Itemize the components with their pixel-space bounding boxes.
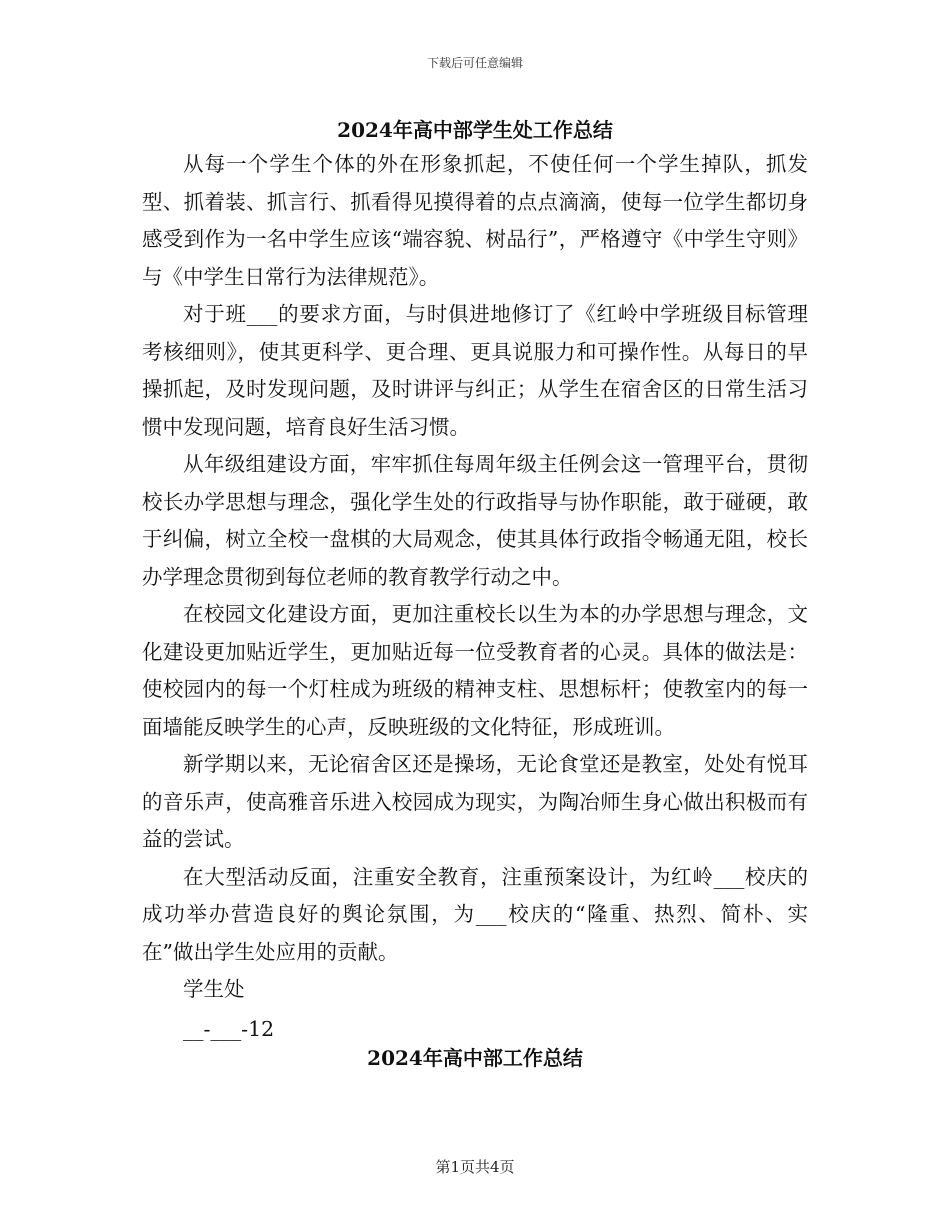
paragraph: 从年级组建设方面，牢牢抓住每周年级主任例会这一管理平台，贯彻校长办学思想与理念，强化学生处的行政指导与协作职能，敢于碰硬，敢于纠偏，树立全校一盘棋的大局观念，使其具体行政指令畅通无阻，校长办学理念贯彻到每位老师的教育教学行动之中。 [142,452,808,589]
signature: 学生处 [183,977,245,1001]
page-footer: 第1页共4页 [435,1158,515,1176]
paragraph: 对于班___的要求方面，与时俱进地修订了《红岭中学班级目标管理考核细则》，使其更科学、更合理、更具说服力和可操作性。从每日的早操抓起，及时发现问题，及时讲评与纠正；从学生在宿舍区的日常生活习惯中发现问题，培育良好生活习惯。 [142,302,808,439]
paragraph: 新学期以来，无论宿舍区还是操场，无论食堂还是教室，处处有悦耳的音乐声，使高雅音乐进入校园成为现实，为陶冶师生身心做出积极而有益的尝试。 [142,752,808,851]
paragraph: 在大型活动反面，注重安全教育，注重预案设计，为红岭___校庆的成功举办营造良好的舆论氛围，为___校庆的“隆重、热烈、简朴、实在”做出学生处应用的贡献。 [142,864,808,964]
document-body [142,146,808,1048]
header-note: 下载后可任意编辑 [426,56,523,70]
document-title: 2024年高中部学生处工作总结 [337,118,613,142]
next-section-title: 2024年高中部工作总结 [367,1046,583,1070]
paragraph: 从每一个学生个体的外在形象抓起，不使任何一个学生掉队，抓发型、抓着装、抓言行、抓看得见摸得着的点点滴滴，使每一位学生都切身感受到作为一名中学生应该“端容貌、树品行”，严格遵守《中学生守则》与《中学生日常行为法律规范》。 [142,152,808,289]
signature-date: __-___-12 [183,1016,275,1041]
paragraph: 在校园文化建设方面，更加注重校长以生为本的办学思想与理念，文化建设更加贴近学生，更加贴近每一位受教育者的心灵。具体的做法是：使校园内的每一个灯柱成为班级的精神支柱、思想标杆；使教室内的每一面墙能反映学生的心声，反映班级的文化特征，形成班训。 [142,602,808,739]
